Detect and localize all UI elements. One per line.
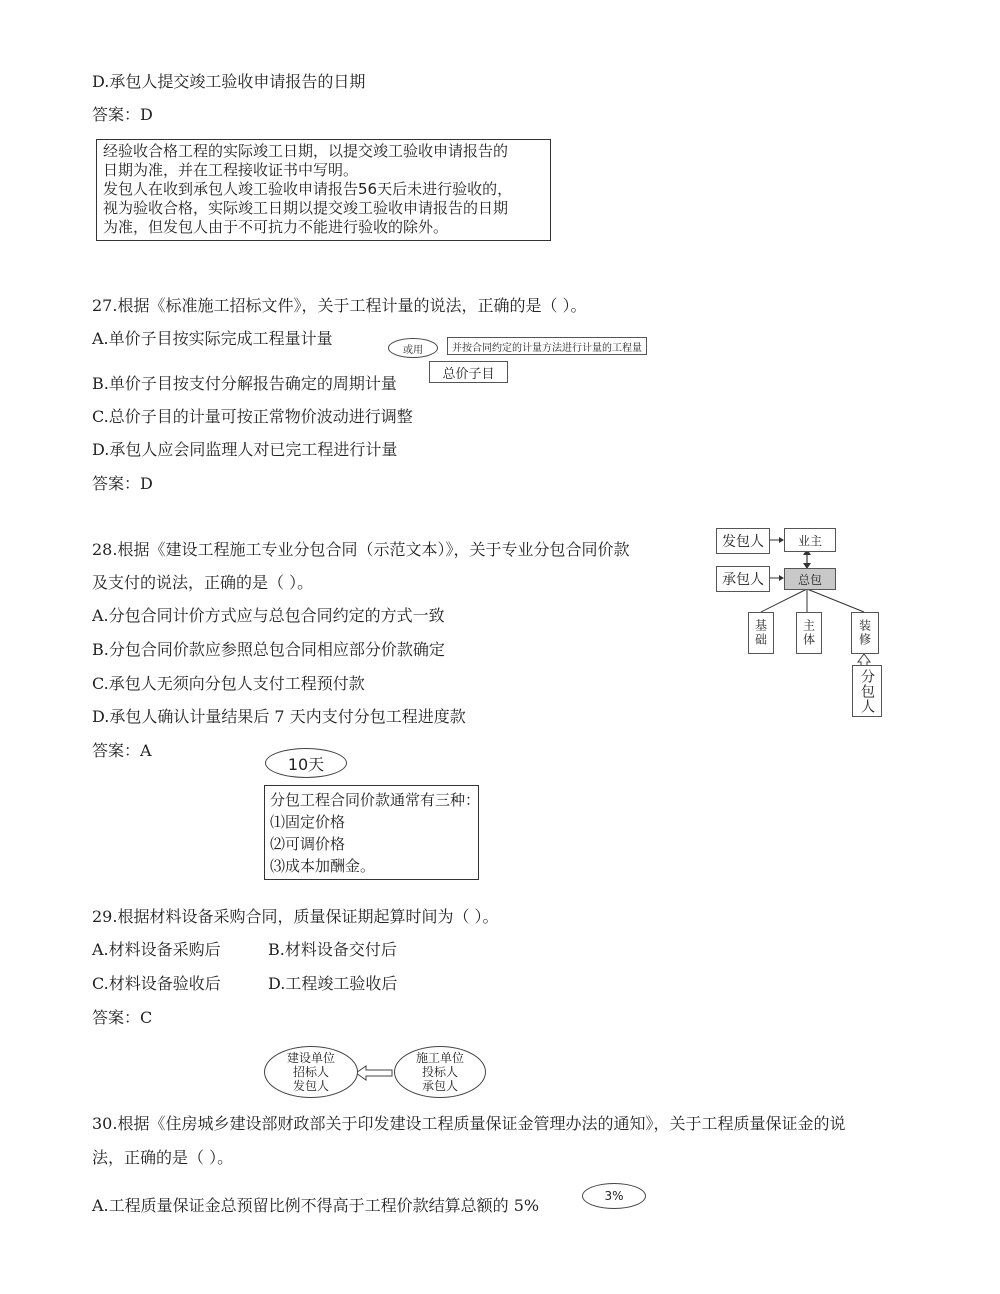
q29-option-b: B.材料设备交付后 xyxy=(268,940,397,959)
note-line: 经验收合格工程的实际竣工日期，以提交竣工验收申请报告的 xyxy=(103,142,509,160)
q28-question-line2: 及支付的说法，正确的是（ ）。 xyxy=(92,573,314,592)
q27-option-a: A.单价子目按实际完成工程量计量 xyxy=(92,329,333,348)
note-line: 视为验收合格，实际竣工日期以提交竣工验收申请报告的日期 xyxy=(103,199,509,217)
q29-option-a: A.材料设备采购后 xyxy=(92,940,221,959)
q26-option-d: D.承包人提交竣工验收申请报告的日期 xyxy=(92,72,366,91)
oval-line: 建设单位 xyxy=(286,1051,335,1065)
q27-option-c: C.总价子目的计量可按正常物价波动进行调整 xyxy=(92,407,413,426)
note-line: 为准，但发包人由于不可抗力不能进行验收的除外。 xyxy=(103,218,449,236)
q30-3pct-oval: 3% xyxy=(582,1183,646,1209)
q28-10days-oval: 10天 xyxy=(265,748,347,778)
q28-note-box xyxy=(264,785,479,880)
q28-question-line1: 28.根据《建设工程施工专业分包合同（示范文本）》，关于专业分包合同价款 xyxy=(92,540,630,559)
note-line: ⑴固定价格 xyxy=(270,813,346,831)
q29-client-oval xyxy=(264,1046,358,1098)
q28-answer: 答案：A xyxy=(92,741,152,760)
q28-option-d: D.承包人确认计量结果后 7 天内支付分包工程进度款 xyxy=(92,707,466,726)
note-line: ⑵可调价格 xyxy=(270,835,346,853)
diagram-general-contractor: 总包 xyxy=(784,568,836,590)
q30-question-line1: 30.根据《住房城乡建设部财政部关于印发建设工程质量保证金管理办法的通知》，关于工程质量保证金的说 xyxy=(92,1114,846,1133)
q28-option-c: C.承包人无须向分包人支付工程预付款 xyxy=(92,674,365,693)
diagram-decoration: 装修 xyxy=(851,612,879,654)
note-line: 分包工程合同价款通常有三种： xyxy=(270,791,481,809)
q26-answer: 答案：D xyxy=(92,105,153,124)
q28-option-b: B.分包合同价款应参照总包合同相应部分价款确定 xyxy=(92,640,445,659)
note-line: 发包人在收到承包人竣工验收申请报告56天后未进行验收的， xyxy=(103,180,513,198)
q29-contractor-oval xyxy=(394,1046,486,1098)
q29-answer: 答案：C xyxy=(92,1008,153,1027)
oval-line: 发包人 xyxy=(292,1079,329,1093)
q29-question: 29.根据材料设备采购合同，质量保证期起算时间为（ ）。 xyxy=(92,907,499,926)
q29-option-d: D.工程竣工验收后 xyxy=(268,974,398,993)
diagram-contractor: 承包人 xyxy=(716,566,770,592)
q30-question-line2: 法，正确的是（ ）。 xyxy=(92,1148,234,1167)
q27-option-b: B.单价子目按支付分解报告确定的周期计量 xyxy=(92,374,397,393)
diagram-employer: 发包人 xyxy=(716,528,770,554)
q27-total-subitem-box: 总价子目 xyxy=(429,361,508,383)
q27-answer: 答案：D xyxy=(92,474,153,493)
q27-method-annotation: 并按合同约定的计量方法进行计量的工程量 xyxy=(447,337,647,355)
oval-line: 招标人 xyxy=(292,1065,329,1079)
q27-or-oval: 或⽤ xyxy=(388,338,438,358)
oval-line: 施工单位 xyxy=(415,1051,464,1065)
q29-option-c: C.材料设备验收后 xyxy=(92,974,221,993)
oval-line: 投标人 xyxy=(421,1065,458,1079)
diagram-subcontractor: 分包人 xyxy=(852,665,882,717)
note-line: 日期为准，并在工程接收证书中写明。 xyxy=(103,161,359,179)
q27-option-d: D.承包人应会同监理人对已完工程进行计量 xyxy=(92,440,398,459)
diagram-foundation: 基础 xyxy=(748,612,774,654)
note-line: ⑶成本加酬金。 xyxy=(270,857,376,875)
q30-option-a: A.工程质量保证金总预留比例不得高于工程价款结算总额的 5% xyxy=(92,1196,540,1215)
q27-question: 27.根据《标准施工招标文件》，关于工程计量的说法，正确的是（ ）。 xyxy=(92,296,587,315)
diagram-owner: 业主 xyxy=(784,528,836,552)
q28-option-a: A.分包合同计价方式应与总包合同约定的方式一致 xyxy=(92,606,445,625)
oval-line: 承包人 xyxy=(421,1079,458,1093)
diagram-main-body: 主体 xyxy=(796,612,822,654)
